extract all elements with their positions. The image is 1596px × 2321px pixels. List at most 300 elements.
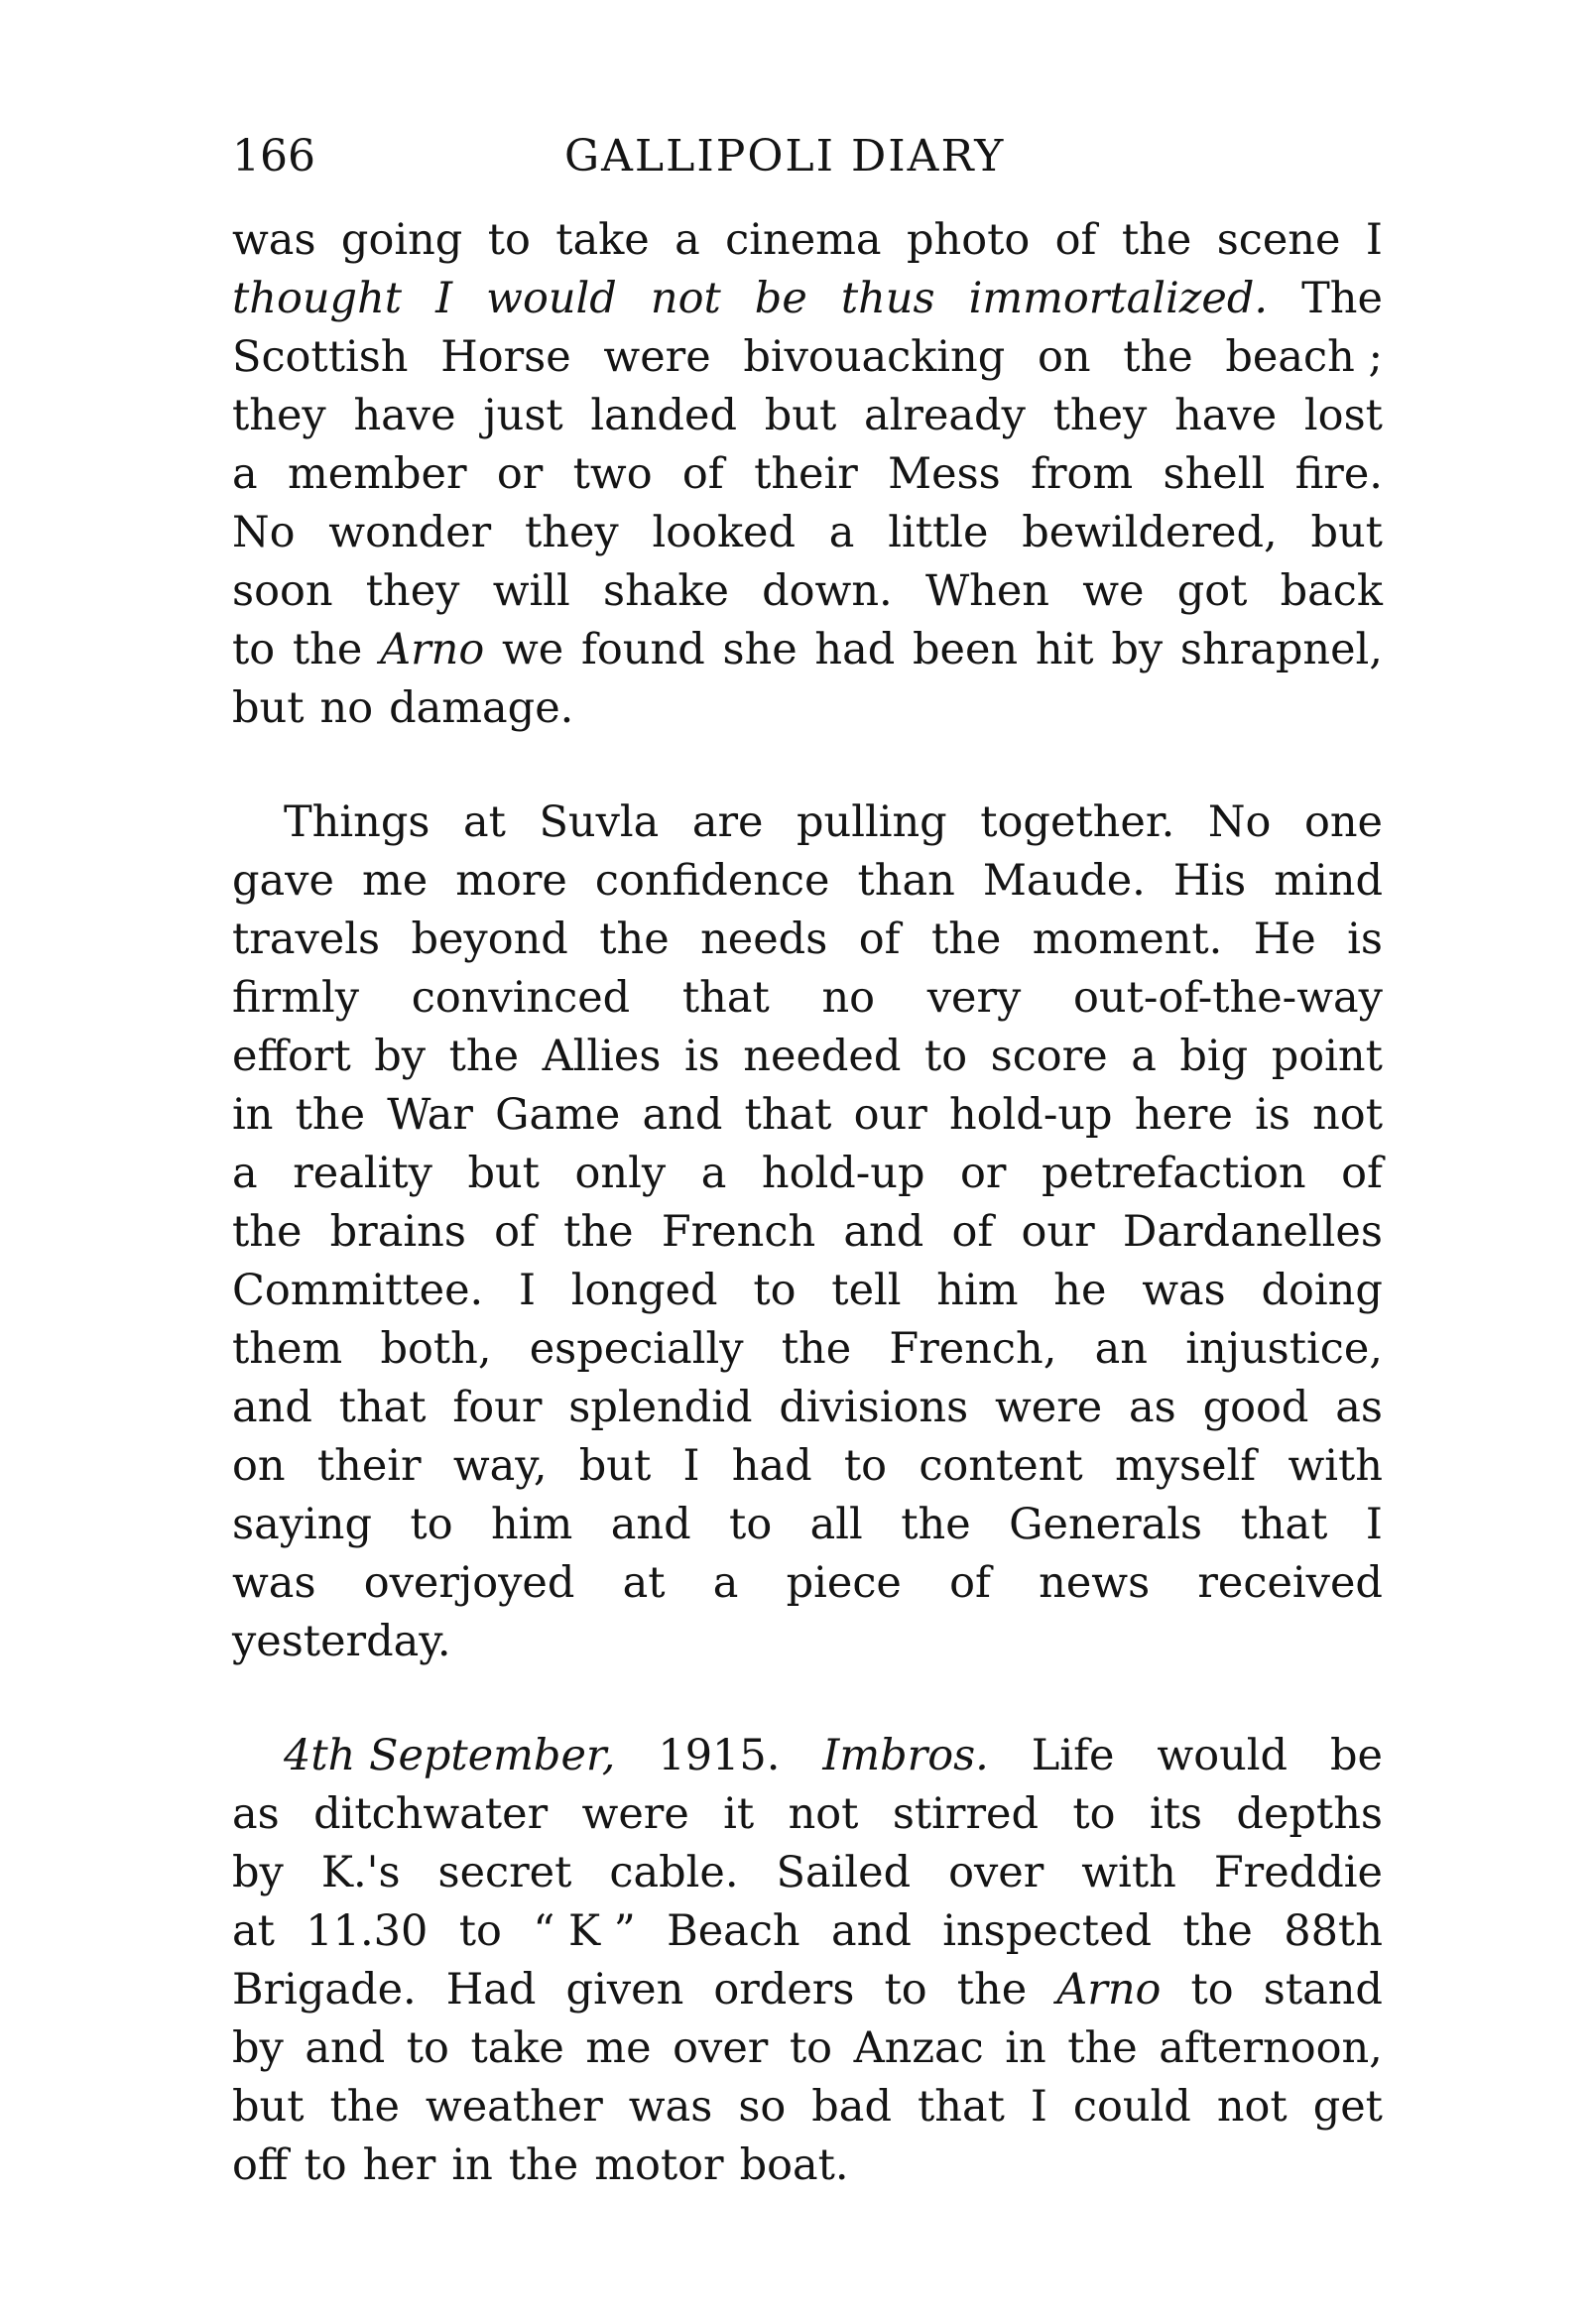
word: Imbros. bbox=[822, 1731, 989, 1780]
word: tell bbox=[831, 1266, 902, 1315]
word: two bbox=[572, 449, 653, 499]
word: to bbox=[729, 1500, 773, 1549]
word: no bbox=[821, 973, 876, 1023]
word: moment. bbox=[1032, 915, 1223, 964]
word: very bbox=[926, 973, 1022, 1023]
word: to bbox=[487, 215, 531, 265]
word: by bbox=[232, 1848, 284, 1897]
word: they bbox=[232, 391, 326, 440]
word: only bbox=[574, 1149, 667, 1198]
word: but bbox=[764, 391, 837, 440]
text-line bbox=[232, 211, 1383, 270]
word: the bbox=[508, 2140, 579, 2190]
word: pulling bbox=[797, 797, 947, 847]
word: down. bbox=[762, 566, 893, 616]
word: I bbox=[518, 1266, 536, 1315]
word: he bbox=[1053, 1266, 1107, 1315]
word: hold-up bbox=[761, 1149, 925, 1198]
word: ditchwater bbox=[313, 1789, 549, 1839]
word: just bbox=[483, 391, 563, 440]
word: the bbox=[956, 1965, 1028, 2015]
text-line bbox=[232, 2137, 1383, 2195]
paragraph-gap bbox=[232, 738, 1383, 794]
word: a bbox=[232, 449, 258, 499]
word: of bbox=[951, 1207, 994, 1257]
word: they bbox=[1052, 391, 1148, 440]
word: take bbox=[555, 215, 650, 265]
word: Beach bbox=[667, 1906, 800, 1956]
book-page bbox=[232, 125, 1383, 2195]
word: back bbox=[1280, 566, 1383, 616]
word: in bbox=[1005, 2023, 1046, 2073]
word: over bbox=[673, 2023, 769, 2073]
word: to bbox=[232, 625, 276, 674]
word: 1915. bbox=[658, 1731, 781, 1780]
word: Anzac bbox=[853, 2023, 984, 2073]
word: reality bbox=[293, 1149, 432, 1198]
word: Scottish bbox=[232, 332, 409, 382]
word: on bbox=[232, 1441, 286, 1491]
text-line bbox=[232, 1145, 1383, 1203]
text-line bbox=[232, 1028, 1383, 1086]
word: as bbox=[232, 1789, 280, 1839]
word: but bbox=[232, 2082, 305, 2132]
word: Allies bbox=[542, 1032, 662, 1081]
word: piece bbox=[786, 1558, 902, 1608]
word: but bbox=[467, 1149, 540, 1198]
word: I bbox=[1365, 1500, 1383, 1549]
word: French bbox=[661, 1207, 816, 1257]
text-line bbox=[232, 1902, 1383, 1961]
paragraph bbox=[232, 794, 1383, 1671]
word: in bbox=[232, 1090, 274, 1140]
text-line bbox=[232, 1554, 1383, 1613]
word: boat. bbox=[739, 2140, 849, 2190]
word: fire. bbox=[1294, 449, 1383, 499]
word: No bbox=[1207, 797, 1272, 847]
word: 11.30 bbox=[306, 1906, 429, 1956]
word: both, bbox=[380, 1324, 492, 1374]
word: scene bbox=[1216, 215, 1341, 265]
word: a bbox=[675, 215, 700, 265]
word: their bbox=[316, 1441, 422, 1491]
word: their bbox=[754, 449, 858, 499]
word: had bbox=[731, 1441, 812, 1491]
word: of bbox=[1341, 1149, 1383, 1198]
word: bivouacking bbox=[743, 332, 1006, 382]
word: all bbox=[809, 1500, 863, 1549]
word: War bbox=[387, 1090, 473, 1140]
word: not bbox=[1216, 2082, 1288, 2132]
word: overjoyed bbox=[363, 1558, 575, 1608]
word: is bbox=[683, 1032, 720, 1081]
text-line bbox=[232, 911, 1383, 969]
word: Freddie bbox=[1213, 1848, 1383, 1897]
word: convinced bbox=[411, 973, 631, 1023]
word: depths bbox=[1236, 1789, 1383, 1839]
word: I bbox=[682, 1441, 700, 1491]
word: it bbox=[723, 1789, 755, 1839]
text-line bbox=[232, 270, 1383, 328]
paragraph bbox=[232, 1727, 1383, 2195]
word: was bbox=[628, 2082, 713, 2132]
word: Dardanelles bbox=[1122, 1207, 1383, 1257]
word: Horse bbox=[440, 332, 571, 382]
word: score bbox=[990, 1032, 1108, 1081]
word: that bbox=[917, 2082, 1005, 2132]
word: effort bbox=[232, 1032, 351, 1081]
word: that bbox=[681, 973, 770, 1023]
word: content bbox=[919, 1441, 1083, 1491]
word: to bbox=[458, 1906, 502, 1956]
word: to bbox=[753, 1266, 797, 1315]
word: our bbox=[1021, 1207, 1095, 1257]
text-line bbox=[232, 387, 1383, 445]
word: be bbox=[1330, 1731, 1383, 1780]
word: No bbox=[232, 508, 296, 557]
word: been bbox=[913, 625, 1019, 674]
word: weather bbox=[425, 2082, 603, 2132]
word: an bbox=[1094, 1324, 1148, 1374]
word: shake bbox=[603, 566, 729, 616]
word: a bbox=[700, 1149, 727, 1198]
word: way, bbox=[452, 1441, 548, 1491]
word: and bbox=[232, 1383, 312, 1432]
text-line bbox=[232, 1844, 1383, 1902]
word: damage. bbox=[389, 683, 574, 733]
word: so bbox=[738, 2082, 787, 2132]
word: cable. bbox=[609, 1848, 739, 1897]
text-line bbox=[232, 2019, 1383, 2078]
word: firmly bbox=[232, 973, 360, 1023]
word: 88th bbox=[1284, 1906, 1383, 1956]
word: beyond bbox=[411, 915, 568, 964]
word: secret bbox=[437, 1848, 572, 1897]
text-line bbox=[232, 1320, 1383, 1379]
word: looked bbox=[652, 508, 797, 557]
word: petrefaction bbox=[1042, 1149, 1306, 1198]
word: “ K ” bbox=[533, 1906, 636, 1956]
paragraph bbox=[232, 211, 1383, 738]
word: at bbox=[622, 1558, 666, 1608]
text-line bbox=[232, 1262, 1383, 1320]
text-line bbox=[232, 2078, 1383, 2137]
word: 4th September, bbox=[284, 1731, 616, 1780]
word: splendid bbox=[568, 1383, 753, 1432]
word: brains bbox=[329, 1207, 466, 1257]
text-line bbox=[232, 1203, 1383, 1262]
word: have bbox=[353, 391, 456, 440]
word: lost bbox=[1303, 391, 1383, 440]
word: Committee. bbox=[232, 1266, 484, 1315]
word: news bbox=[1039, 1558, 1151, 1608]
word: of bbox=[681, 449, 724, 499]
word: orders bbox=[713, 1965, 855, 2015]
word: is bbox=[1255, 1090, 1290, 1140]
word: already bbox=[864, 391, 1026, 440]
word: the bbox=[1067, 2023, 1138, 2073]
text-line bbox=[232, 969, 1383, 1028]
word: have bbox=[1174, 391, 1278, 440]
word: His bbox=[1172, 856, 1247, 906]
word: to bbox=[884, 1965, 927, 2015]
word: were bbox=[581, 1789, 689, 1839]
word: Suvla bbox=[539, 797, 660, 847]
word: the bbox=[295, 1090, 366, 1140]
page-number: 166 bbox=[232, 131, 315, 182]
word: but bbox=[578, 1441, 652, 1491]
word: one bbox=[1303, 797, 1383, 847]
word: would bbox=[486, 274, 617, 323]
word: with bbox=[1288, 1441, 1383, 1491]
word: of bbox=[494, 1207, 536, 1257]
word: given bbox=[565, 1965, 684, 2015]
word: a bbox=[1131, 1032, 1157, 1081]
word: shrapnel, bbox=[1179, 625, 1383, 674]
word: a bbox=[712, 1558, 739, 1608]
word: wonder bbox=[328, 508, 492, 557]
word: that bbox=[744, 1090, 832, 1140]
word: the bbox=[1123, 332, 1193, 382]
word: He bbox=[1253, 915, 1316, 964]
word: cinema bbox=[725, 215, 882, 265]
word: was bbox=[1142, 1266, 1226, 1315]
word: our bbox=[853, 1090, 927, 1140]
word: travels bbox=[232, 915, 381, 964]
word: stirred bbox=[892, 1789, 1040, 1839]
word: get bbox=[1312, 2082, 1383, 2132]
word: Arno bbox=[1056, 1965, 1162, 2015]
text-line bbox=[232, 1961, 1383, 2019]
word: I bbox=[1365, 215, 1383, 265]
word: needs bbox=[700, 915, 828, 964]
word: needed bbox=[743, 1032, 902, 1081]
word: hit bbox=[1035, 625, 1094, 674]
word: to bbox=[304, 2140, 347, 2190]
word: in bbox=[451, 2140, 493, 2190]
word: the bbox=[1121, 215, 1192, 265]
word: motor bbox=[594, 2140, 724, 2190]
word: she bbox=[722, 625, 798, 674]
word: soon bbox=[232, 566, 333, 616]
word: Brigade. bbox=[232, 1965, 417, 2015]
word: little bbox=[888, 508, 989, 557]
word: The bbox=[1301, 274, 1383, 323]
word: they bbox=[365, 566, 460, 616]
word: mind bbox=[1274, 856, 1383, 906]
word: especially bbox=[529, 1324, 744, 1374]
word: could bbox=[1072, 2082, 1191, 2132]
word: to bbox=[410, 1500, 453, 1549]
word: K.'s bbox=[320, 1848, 401, 1897]
text-line bbox=[232, 621, 1383, 679]
word: Game bbox=[495, 1090, 621, 1140]
word: that bbox=[1240, 1500, 1328, 1549]
text-line bbox=[232, 852, 1383, 911]
word: received bbox=[1197, 1558, 1383, 1608]
word: the bbox=[563, 1207, 634, 1257]
word: hold-up bbox=[948, 1090, 1113, 1140]
word: with bbox=[1081, 1848, 1176, 1897]
word: to bbox=[843, 1441, 888, 1491]
word: the bbox=[292, 625, 363, 674]
word: thus bbox=[840, 274, 935, 323]
word: and bbox=[642, 1090, 723, 1140]
word: yesterday. bbox=[232, 1617, 451, 1666]
word: him bbox=[491, 1500, 573, 1549]
word: thought bbox=[232, 274, 403, 323]
word: and bbox=[610, 1500, 691, 1549]
word: divisions bbox=[779, 1383, 969, 1432]
word: the bbox=[448, 1032, 520, 1081]
word: its bbox=[1149, 1789, 1203, 1839]
word: gave bbox=[232, 856, 334, 906]
word: stand bbox=[1263, 1965, 1383, 2015]
word: landed bbox=[590, 391, 738, 440]
word: not bbox=[1312, 1090, 1383, 1140]
word: than bbox=[857, 856, 955, 906]
word: and bbox=[830, 1906, 912, 1956]
word: of bbox=[858, 915, 901, 964]
word: bad bbox=[811, 2082, 892, 2132]
word: that bbox=[338, 1383, 427, 1432]
word: the bbox=[930, 915, 1002, 964]
word: I bbox=[1030, 2082, 1047, 2132]
word: more bbox=[455, 856, 567, 906]
body-text bbox=[232, 211, 1383, 2195]
word: to bbox=[406, 2023, 449, 2073]
word: me bbox=[585, 2023, 652, 2073]
running-head bbox=[232, 125, 1383, 188]
word: as bbox=[1335, 1383, 1383, 1432]
word: at bbox=[462, 797, 506, 847]
word: me bbox=[361, 856, 429, 906]
word: but bbox=[1310, 508, 1383, 557]
word: be bbox=[754, 274, 807, 323]
word: out-of-the-way bbox=[1073, 973, 1383, 1023]
word: or bbox=[960, 1149, 1007, 1198]
word: the bbox=[1182, 1906, 1253, 1956]
word: big bbox=[1179, 1032, 1249, 1081]
word: point bbox=[1271, 1032, 1383, 1081]
word: shell bbox=[1163, 449, 1266, 499]
text-line bbox=[232, 1727, 1383, 1785]
word: Maude. bbox=[982, 856, 1146, 906]
word: was bbox=[232, 215, 316, 265]
word: bewildered, bbox=[1022, 508, 1278, 557]
text-line bbox=[232, 445, 1383, 504]
word: When bbox=[924, 566, 1049, 616]
word: we bbox=[502, 625, 564, 674]
word: at bbox=[232, 1906, 275, 1956]
word: were bbox=[994, 1383, 1103, 1432]
word: her bbox=[362, 2140, 436, 2190]
word: myself bbox=[1114, 1441, 1257, 1491]
word: take bbox=[470, 2023, 564, 2073]
running-title: GALLIPOLI DIARY bbox=[564, 131, 1006, 182]
word: will bbox=[492, 566, 570, 616]
word: the bbox=[329, 2082, 400, 2132]
word: not bbox=[650, 274, 721, 323]
word: but bbox=[232, 683, 305, 733]
word: Sailed bbox=[776, 1848, 912, 1897]
word: they bbox=[524, 508, 619, 557]
text-line bbox=[232, 1496, 1383, 1554]
word: together. bbox=[980, 797, 1175, 847]
word: the bbox=[599, 915, 670, 964]
paragraph-gap bbox=[232, 1671, 1383, 1727]
word: to bbox=[789, 2023, 833, 2073]
word: of bbox=[949, 1558, 991, 1608]
word: French, bbox=[889, 1324, 1057, 1374]
word: and bbox=[843, 1207, 924, 1257]
word: good bbox=[1202, 1383, 1309, 1432]
text-line bbox=[232, 1437, 1383, 1496]
word: had bbox=[814, 625, 896, 674]
word: or bbox=[496, 449, 544, 499]
word: we bbox=[1082, 566, 1145, 616]
word: longed bbox=[570, 1266, 718, 1315]
word: them bbox=[232, 1324, 343, 1374]
text-line bbox=[232, 1379, 1383, 1437]
word: to bbox=[1072, 1789, 1116, 1839]
word: the bbox=[901, 1500, 971, 1549]
word: found bbox=[581, 625, 705, 674]
word: were bbox=[603, 332, 711, 382]
text-line bbox=[232, 562, 1383, 621]
text-line bbox=[232, 1086, 1383, 1145]
word: on bbox=[1037, 332, 1091, 382]
word: by bbox=[1111, 625, 1164, 674]
word: a bbox=[828, 508, 855, 557]
word: to bbox=[923, 1032, 968, 1081]
word: by bbox=[374, 1032, 427, 1081]
word: by bbox=[232, 2023, 284, 2073]
word: is bbox=[1347, 915, 1383, 964]
word: from bbox=[1031, 449, 1134, 499]
word: to bbox=[1190, 1965, 1234, 2015]
word: Mess bbox=[888, 449, 1001, 499]
text-line bbox=[232, 328, 1383, 387]
word: no bbox=[319, 683, 374, 733]
text-line bbox=[232, 504, 1383, 562]
word: injustice, bbox=[1185, 1324, 1383, 1374]
word: photo bbox=[906, 215, 1031, 265]
word: off bbox=[232, 2140, 289, 2190]
word: beach ; bbox=[1225, 332, 1383, 382]
word: of bbox=[1054, 215, 1097, 265]
word: him bbox=[936, 1266, 1019, 1315]
word: inspected bbox=[942, 1906, 1153, 1956]
word: here bbox=[1134, 1090, 1233, 1140]
word: four bbox=[452, 1383, 543, 1432]
word: immortalized. bbox=[968, 274, 1269, 323]
word: Generals bbox=[1009, 1500, 1203, 1549]
word: confidence bbox=[594, 856, 830, 906]
word: over bbox=[948, 1848, 1044, 1897]
word: Arno bbox=[380, 625, 485, 674]
word: I bbox=[435, 274, 453, 323]
text-line bbox=[232, 679, 1383, 738]
text-line bbox=[232, 794, 1383, 852]
text-line bbox=[232, 1785, 1383, 1844]
word: as bbox=[1129, 1383, 1176, 1432]
word: are bbox=[691, 797, 764, 847]
word: member bbox=[287, 449, 467, 499]
word: was bbox=[232, 1558, 316, 1608]
word: going bbox=[340, 215, 463, 265]
text-line bbox=[232, 1613, 1383, 1671]
